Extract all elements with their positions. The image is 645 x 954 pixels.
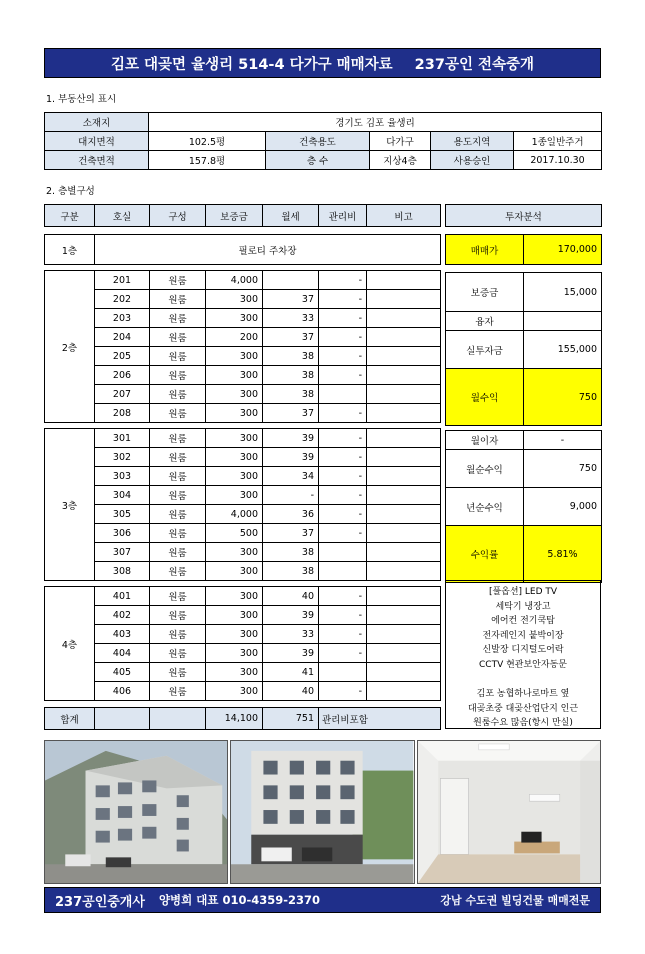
table-row (45, 587, 441, 606)
building-photo-parking (230, 740, 414, 884)
cell-rent: 39 (263, 448, 319, 467)
floors-value: 지상4층 (370, 151, 431, 170)
cell-note (367, 467, 441, 486)
cell-type: 원룸 (150, 404, 206, 423)
cell-type: 원룸 (150, 562, 206, 581)
cell-note (367, 347, 441, 366)
cell-fee: - (319, 290, 367, 309)
cell-unit: 204 (95, 328, 150, 347)
loan-label: 융자 (446, 312, 524, 331)
header-unit: 호실 (95, 205, 150, 227)
approval-value: 2017.10.30 (514, 151, 602, 170)
table-row (45, 682, 441, 701)
table-row (45, 562, 441, 581)
actual-investment-label: 실투자금 (446, 331, 524, 369)
cell-type: 원룸 (150, 328, 206, 347)
table-row (45, 347, 441, 366)
cell-deposit: 4,000 (206, 505, 263, 524)
title-agency: 237공인 전속중개 (414, 56, 535, 73)
floor-label: 2층 (45, 271, 95, 423)
table-row (45, 404, 441, 423)
table-row (45, 429, 441, 448)
cell-fee: - (319, 682, 367, 701)
cell-fee: - (319, 644, 367, 663)
deposit-value: 15,000 (524, 273, 602, 312)
cell-note (367, 524, 441, 543)
option-line: [풀옵션] LED TV (488, 587, 558, 597)
floor-label: 3층 (45, 429, 95, 581)
cell-unit: 308 (95, 562, 150, 581)
use-value: 다가구 (370, 132, 431, 151)
table-row (45, 385, 441, 404)
cell-deposit: 300 (206, 366, 263, 385)
cell-fee: - (319, 366, 367, 385)
cell-fee: - (319, 467, 367, 486)
total-fee-note: 관리비포함 (319, 708, 441, 730)
cell-type: 원룸 (150, 543, 206, 562)
cell-unit: 303 (95, 467, 150, 486)
cell-type: 원룸 (150, 505, 206, 524)
footer-tagline: 강남 수도권 빌딩건물 매매전문 (440, 894, 590, 907)
cell-type: 원룸 (150, 682, 206, 701)
cell-deposit: 300 (206, 486, 263, 505)
cell-note (367, 366, 441, 385)
cell-unit: 202 (95, 290, 150, 309)
photo-strip (44, 740, 601, 884)
land-area-value: 102.5평 (149, 132, 266, 151)
section-1-label: 1. 부동산의 표시 (46, 94, 117, 105)
cell-deposit: 300 (206, 543, 263, 562)
cell-unit: 306 (95, 524, 150, 543)
cell-fee: - (319, 328, 367, 347)
cell-type: 원룸 (150, 385, 206, 404)
header-floor: 구분 (45, 205, 95, 227)
cell-unit: 208 (95, 404, 150, 423)
floor-1-note: 필로티 주차장 (95, 235, 441, 265)
cell-type: 원룸 (150, 606, 206, 625)
cell-fee: - (319, 524, 367, 543)
cell-fee: - (319, 587, 367, 606)
loan-value (524, 312, 602, 331)
cell-unit: 406 (95, 682, 150, 701)
cell-type: 원룸 (150, 366, 206, 385)
cell-type: 원룸 (150, 644, 206, 663)
table-row (45, 663, 441, 682)
table-row (45, 505, 441, 524)
building-area-label: 건축면적 (45, 151, 149, 170)
cell-rent: 38 (263, 347, 319, 366)
cell-note (367, 448, 441, 467)
cell-rent (263, 271, 319, 290)
cell-note (367, 271, 441, 290)
cell-unit: 304 (95, 486, 150, 505)
option-line: CCTV 현관보안자동문 (479, 659, 567, 670)
table-row (45, 467, 441, 486)
cell-type: 원룸 (150, 309, 206, 328)
cell-unit: 401 (95, 587, 150, 606)
net-monthly-label: 월순수익 (446, 450, 524, 488)
cell-unit: 301 (95, 429, 150, 448)
option-line: 신발장 디지털도어락 (482, 645, 564, 656)
table-row (45, 448, 441, 467)
cell-rent: 39 (263, 644, 319, 663)
header-type: 구성 (150, 205, 206, 227)
table-row (45, 290, 441, 309)
cell-type: 원룸 (150, 271, 206, 290)
cell-note (367, 385, 441, 404)
cell-unit: 206 (95, 366, 150, 385)
cell-rent: 33 (263, 625, 319, 644)
cell-rent: 39 (263, 429, 319, 448)
cell-unit: 203 (95, 309, 150, 328)
floor-label: 4층 (45, 587, 95, 701)
table-row (45, 625, 441, 644)
cell-unit: 207 (95, 385, 150, 404)
building-photo-exterior (44, 740, 228, 884)
cell-rent: 38 (263, 385, 319, 404)
cell-type: 원룸 (150, 448, 206, 467)
investment-table (445, 204, 602, 583)
cell-fee (319, 663, 367, 682)
cell-rent: 41 (263, 663, 319, 682)
cell-deposit: 500 (206, 524, 263, 543)
floor-1-label: 1층 (45, 235, 95, 265)
cell-deposit: 300 (206, 587, 263, 606)
table-row (45, 328, 441, 347)
deposit-label: 보증금 (446, 273, 524, 312)
cell-fee (319, 543, 367, 562)
annual-net-value: 9,000 (524, 488, 602, 526)
cell-deposit: 300 (206, 625, 263, 644)
yield-label: 수익률 (446, 526, 524, 583)
cell-type: 원룸 (150, 524, 206, 543)
cell-rent: 37 (263, 328, 319, 347)
option-line: 에어컨 전기쿡탑 (491, 616, 555, 627)
floors-label: 층 수 (266, 151, 370, 170)
cell-fee: - (319, 429, 367, 448)
cell-rent: 39 (263, 606, 319, 625)
cell-fee (319, 562, 367, 581)
actual-investment-value: 155,000 (524, 331, 602, 369)
cell-type: 원룸 (150, 486, 206, 505)
table-row (45, 271, 441, 290)
cell-note (367, 328, 441, 347)
cell-deposit: 300 (206, 404, 263, 423)
table-row (45, 606, 441, 625)
cell-deposit: 300 (206, 290, 263, 309)
cell-fee: - (319, 625, 367, 644)
cell-rent: 40 (263, 682, 319, 701)
land-area-label: 대지면적 (45, 132, 149, 151)
cell-type: 원룸 (150, 625, 206, 644)
cell-note (367, 505, 441, 524)
cell-note (367, 309, 441, 328)
cell-unit: 305 (95, 505, 150, 524)
cell-note (367, 290, 441, 309)
cell-fee: - (319, 505, 367, 524)
total-label: 합계 (45, 708, 95, 730)
cell-deposit: 300 (206, 467, 263, 486)
cell-rent: 38 (263, 562, 319, 581)
cell-note (367, 587, 441, 606)
cell-fee: - (319, 606, 367, 625)
cell-rent: 37 (263, 290, 319, 309)
cell-fee: - (319, 309, 367, 328)
header-rent: 월세 (263, 205, 319, 227)
total-rent: 751 (263, 708, 319, 730)
monthly-income-label: 월수익 (446, 369, 524, 426)
option-line: 대곶초중 대곶산업단지 인근 (467, 703, 579, 714)
cell-fee: - (319, 448, 367, 467)
options-notes (445, 580, 601, 729)
cell-type: 원룸 (150, 429, 206, 448)
footer-company: 237공인중개사 (55, 894, 145, 910)
cell-type: 원룸 (150, 663, 206, 682)
cell-unit: 404 (95, 644, 150, 663)
location-value: 경기도 김포 율생리 (149, 113, 602, 132)
cell-note (367, 562, 441, 581)
cell-rent: 38 (263, 543, 319, 562)
cell-note (367, 606, 441, 625)
cell-deposit: 300 (206, 663, 263, 682)
option-line: 김포 농협하나로마트 옆 (476, 689, 570, 700)
cell-unit: 307 (95, 543, 150, 562)
zone-value: 1종일반주거 (514, 132, 602, 151)
cell-deposit: 4,000 (206, 271, 263, 290)
header-fee: 관리비 (319, 205, 367, 227)
cell-unit: 403 (95, 625, 150, 644)
cell-fee: - (319, 486, 367, 505)
cell-unit: 402 (95, 606, 150, 625)
total-deposit: 14,100 (206, 708, 263, 730)
price-label: 매매가 (446, 235, 524, 265)
cell-fee: - (319, 347, 367, 366)
use-label: 건축용도 (266, 132, 370, 151)
cell-deposit: 300 (206, 309, 263, 328)
cell-note (367, 486, 441, 505)
cell-type: 원룸 (150, 467, 206, 486)
option-line: 원룸수요 많음(항시 만실) (473, 718, 573, 729)
option-line: 세탁기 냉장고 (495, 601, 551, 612)
cell-note (367, 644, 441, 663)
cell-deposit: 300 (206, 347, 263, 366)
monthly-interest-value: - (524, 431, 602, 450)
title-main: 김포 대곶면 율생리 514-4 다가구 매매자료 (110, 56, 393, 73)
footer-banner (44, 887, 601, 913)
table-row (45, 486, 441, 505)
option-line (446, 673, 600, 688)
cell-note (367, 404, 441, 423)
section-2-label: 2. 층별구성 (46, 186, 95, 197)
cell-deposit: 300 (206, 448, 263, 467)
cell-fee (319, 385, 367, 404)
cell-type: 원룸 (150, 587, 206, 606)
monthly-income-value: 750 (524, 369, 602, 426)
cell-rent: 33 (263, 309, 319, 328)
footer-contact: 양병희 대표 010-4359-2370 (158, 893, 321, 907)
cell-type: 원룸 (150, 290, 206, 309)
cell-fee: - (319, 271, 367, 290)
net-monthly-value: 750 (524, 450, 602, 488)
annual-net-label: 년순수익 (446, 488, 524, 526)
cell-rent: 40 (263, 587, 319, 606)
cell-deposit: 300 (206, 682, 263, 701)
building-area-value: 157.8평 (149, 151, 266, 170)
approval-label: 사용승인 (431, 151, 514, 170)
table-row (45, 309, 441, 328)
table-row (45, 524, 441, 543)
cell-deposit: 300 (206, 385, 263, 404)
cell-unit: 405 (95, 663, 150, 682)
floor-table (44, 204, 441, 701)
cell-rent: 37 (263, 524, 319, 543)
cell-note (367, 663, 441, 682)
header-deposit: 보증금 (206, 205, 263, 227)
zone-label: 용도지역 (431, 132, 514, 151)
cell-unit: 201 (95, 271, 150, 290)
option-line: 전자레인지 붙박이장 (482, 630, 564, 641)
header-note: 비고 (367, 205, 441, 227)
total-table (44, 707, 441, 730)
cell-unit: 302 (95, 448, 150, 467)
cell-deposit: 300 (206, 562, 263, 581)
cell-rent: 36 (263, 505, 319, 524)
location-label: 소재지 (45, 113, 149, 132)
price-value: 170,000 (524, 235, 602, 265)
cell-note (367, 625, 441, 644)
cell-unit: 205 (95, 347, 150, 366)
cell-deposit: 200 (206, 328, 263, 347)
property-table (44, 112, 602, 170)
cell-rent: 34 (263, 467, 319, 486)
cell-type: 원룸 (150, 347, 206, 366)
cell-note (367, 429, 441, 448)
cell-fee: - (319, 404, 367, 423)
cell-deposit: 300 (206, 429, 263, 448)
title-banner (44, 48, 601, 78)
cell-rent: 37 (263, 404, 319, 423)
cell-deposit: 300 (206, 606, 263, 625)
cell-note (367, 682, 441, 701)
cell-rent: 38 (263, 366, 319, 385)
cell-note (367, 543, 441, 562)
header-invest: 투자분석 (446, 205, 602, 227)
table-row (45, 543, 441, 562)
table-row (45, 644, 441, 663)
table-row (45, 366, 441, 385)
cell-rent: - (263, 486, 319, 505)
yield-value: 5.81% (524, 526, 602, 583)
cell-deposit: 300 (206, 644, 263, 663)
monthly-interest-label: 월이자 (446, 431, 524, 450)
interior-room-photo (417, 740, 601, 884)
